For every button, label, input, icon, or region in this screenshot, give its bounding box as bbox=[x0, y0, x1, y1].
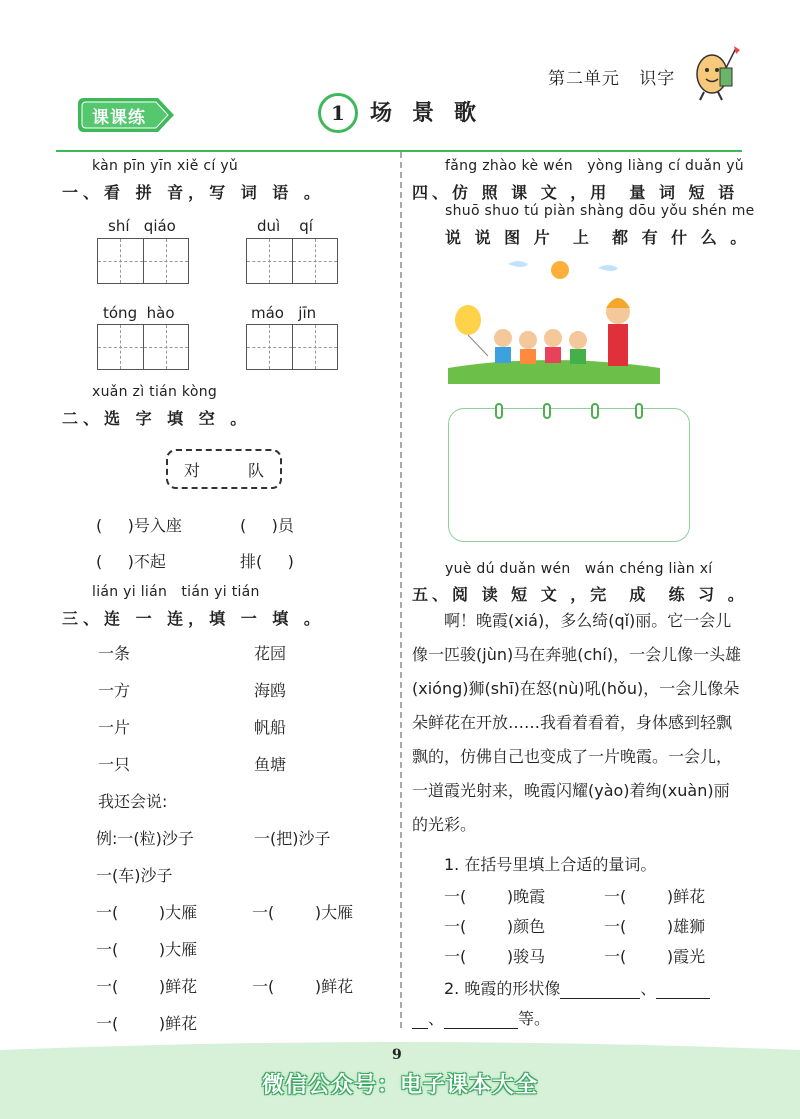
section3-pinyin: lián yi lián tián yi tián bbox=[92, 584, 260, 600]
fill-blank-item[interactable]: 一( )大雁 bbox=[96, 903, 198, 922]
section1-title: 一、看 拼 音，写 词 语 。 bbox=[62, 183, 325, 202]
match-left-item[interactable]: 一方 bbox=[98, 681, 131, 700]
match-left-item[interactable]: 一条 bbox=[98, 644, 131, 663]
section4-pinyin: fǎng zhào kè wén yòng liàng cí duǎn yǔ bbox=[445, 158, 744, 174]
section-tab-badge bbox=[78, 98, 174, 132]
answer-blank[interactable] bbox=[656, 983, 710, 999]
section1-pinyin: kàn pīn yīn xiě cí yǔ bbox=[92, 158, 239, 174]
question-2-label: 2. 晚霞的形状像 bbox=[444, 979, 561, 998]
fill-blank-item[interactable]: 一( )鲜花 bbox=[96, 1014, 198, 1033]
word-cell-pinyin: shí qiáo bbox=[108, 217, 176, 235]
example-text: 一(把)沙子 bbox=[254, 829, 331, 848]
section3-title: 三、连 一 连，填 一 填 。 bbox=[62, 609, 325, 628]
question-2-cont bbox=[412, 1006, 550, 1029]
writing-grid[interactable] bbox=[246, 238, 338, 284]
answer-blank[interactable] bbox=[444, 1013, 518, 1029]
writing-grid[interactable] bbox=[246, 324, 338, 370]
fill-blank-item[interactable]: 一( )颜色 bbox=[444, 917, 546, 936]
fill-blank-item[interactable]: 一( )雄狮 bbox=[604, 917, 706, 936]
section4-title: 说 说 图 片 上 都 有 什 么 。 bbox=[445, 228, 751, 247]
match-right-item[interactable]: 鱼塘 bbox=[254, 755, 287, 774]
match-left-item[interactable]: 一只 bbox=[98, 755, 131, 774]
lesson-title: 场景歌 bbox=[370, 100, 497, 126]
fill-blank-item[interactable]: 一( )鲜花 bbox=[604, 887, 706, 906]
page-number: 9 bbox=[392, 1047, 402, 1063]
match-left-item[interactable]: 一片 bbox=[98, 718, 131, 737]
fill-blank-item[interactable]: 一( )鲜花 bbox=[252, 977, 354, 996]
separator: 、 bbox=[640, 979, 657, 998]
fill-blank-item[interactable]: 一( )骏马 bbox=[444, 947, 546, 966]
family-picture-illustration bbox=[448, 258, 660, 384]
fill-blank-item[interactable]: 一( )霞光 bbox=[604, 947, 706, 966]
fill-blank-item[interactable]: 排( ) bbox=[240, 552, 294, 571]
fill-blank-item[interactable]: ( )号入座 bbox=[96, 516, 182, 535]
example-text: 一(车)沙子 bbox=[96, 866, 173, 885]
binder-ring-icon bbox=[543, 403, 551, 419]
match-right-item[interactable]: 帆船 bbox=[254, 718, 287, 737]
match-right-item[interactable]: 海鸥 bbox=[254, 681, 287, 700]
separator: 、 bbox=[428, 1009, 445, 1028]
match-right-item[interactable]: 花园 bbox=[254, 644, 287, 663]
word-cell-pinyin: máo jīn bbox=[251, 304, 317, 322]
mascot-egg-icon bbox=[690, 42, 742, 102]
also-say-label: 我还会说: bbox=[98, 792, 168, 811]
char-choice: 对 bbox=[184, 460, 201, 480]
fill-blank-item[interactable]: ( )员 bbox=[240, 516, 294, 535]
section5-title: 五、阅 读 短 文 ，完 成 练 习 。 bbox=[412, 585, 748, 604]
char-choice-box bbox=[166, 449, 282, 489]
section4-title: 四、仿 照 课 文 ，用 量 词 短 语 bbox=[412, 183, 739, 202]
section2-pinyin: xuǎn zì tián kòng bbox=[92, 384, 218, 400]
section5-pinyin: yuè dú duǎn wén wán chéng liàn xí bbox=[445, 561, 713, 577]
writing-grid[interactable] bbox=[97, 238, 189, 284]
question-2 bbox=[444, 976, 710, 999]
question-1: 1. 在括号里填上合适的量词。 bbox=[444, 855, 657, 874]
fill-blank-item[interactable]: ( )不起 bbox=[96, 552, 166, 571]
word-cell-pinyin: duì qí bbox=[257, 217, 313, 235]
section2-title: 二、选 字 填 空 。 bbox=[62, 409, 252, 428]
answer-blank[interactable] bbox=[560, 983, 640, 999]
binder-ring-icon bbox=[495, 403, 503, 419]
char-choice: 队 bbox=[247, 460, 264, 480]
fill-blank-item[interactable]: 一( )大雁 bbox=[252, 903, 354, 922]
tab-badge-label: 课课练 bbox=[92, 108, 146, 128]
column-divider bbox=[400, 152, 402, 1028]
header-divider bbox=[56, 150, 742, 152]
answer-blank[interactable] bbox=[412, 1013, 428, 1029]
example-text: 例:一(粒)沙子 bbox=[96, 829, 194, 848]
binder-ring-icon bbox=[635, 403, 643, 419]
footer-text: 微信公众号：电子课本大全 bbox=[261, 1073, 538, 1098]
section4-pinyin: shuō shuo tú piàn shàng dōu yǒu shén me bbox=[445, 203, 755, 219]
fill-blank-item[interactable]: 一( )晚霞 bbox=[444, 887, 546, 906]
lesson-number: 1 bbox=[318, 93, 358, 133]
drawing-frame[interactable] bbox=[448, 408, 690, 542]
binder-ring-icon bbox=[591, 403, 599, 419]
question-2-end: 等。 bbox=[518, 1009, 551, 1028]
word-cell-pinyin: tóng hào bbox=[103, 304, 175, 322]
fill-blank-item[interactable]: 一( )鲜花 bbox=[96, 977, 198, 996]
unit-title: 第二单元 识字 bbox=[548, 69, 676, 89]
fill-blank-item[interactable]: 一( )大雁 bbox=[96, 940, 198, 959]
reading-passage: 啊！晚霞(xiá)，多么绮(qǐ)丽。它一会儿像一匹骏(jùn)马在奔驰(chí)，一会儿像一头雄(xióng)狮(shī)在怒(nù)吼(hǒu)，一会儿像朵朵鲜花在开放……我看着看着，身体感到轻飘飘的，仿佛自己也变成了一片晚霞。一会儿，一道霞光射来，晚霞闪耀(yào)着绚(xuàn)丽的光彩。 bbox=[412, 611, 742, 834]
writing-grid[interactable] bbox=[97, 324, 189, 370]
